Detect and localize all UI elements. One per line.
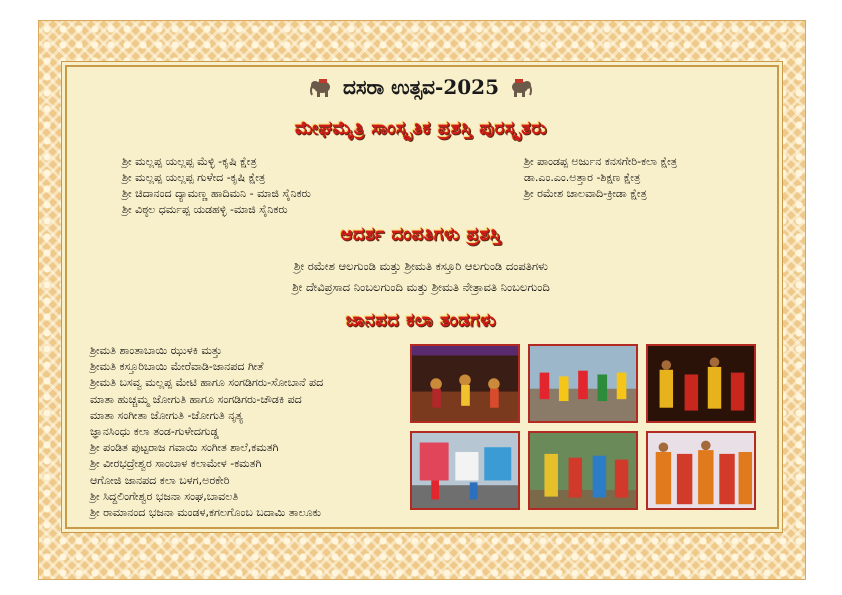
list-item: ಆಗೋಜಿ ಜಾನಪದ ಕಲಾ ಬಳಗ,ಅರಕೇರಿ bbox=[90, 473, 230, 487]
performance-photo bbox=[410, 344, 520, 423]
performance-photo bbox=[410, 431, 520, 510]
list-item: ಶ್ರೀ ರಮೇಶ ಚಾಲವಾದಿ-ಕ್ರೀಡಾ ಕ್ಷೇತ್ರ bbox=[524, 187, 647, 200]
awardees-right-list bbox=[524, 154, 677, 202]
title-row bbox=[0, 72, 842, 102]
couples-list bbox=[0, 256, 842, 298]
list-item: ಶ್ರೀಮತಿ ಬಸವ್ವ ಮಲ್ಲಪ್ಪ ಮೇಟಿ ಹಾಗೂ ಸಂಗಡಿಗರು-ಸೋಬಾನೆ ಪದ bbox=[90, 376, 324, 390]
performance-photo bbox=[528, 431, 638, 510]
list-item: ಶ್ರೀ ಪಾಂಡಪ್ಪ ಅರ್ಜುನ ಕನಸಗೇರಿ-ಕಲಾ ಕ್ಷೇತ್ರ bbox=[524, 155, 678, 168]
list-item: ಶ್ರೀ ಸಿದ್ದಲಿಂಗೇಶ್ವರ ಭಜನಾ ಸಂಘ,ಬಾವಲತಿ bbox=[90, 489, 239, 503]
list-item: ಶ್ರೀ ಪಂಡಿತ ಪುಟ್ಟರಾಜ ಗವಾಯಿ ಸಂಗೀತ ಶಾಲೆ,ಕಮತಗಿ bbox=[90, 441, 279, 455]
couples-heading: ಆದರ್ಶ ದಂಪತಿಗಳು ಪ್ರಶಸ್ತಿ bbox=[340, 224, 502, 245]
performance-photo bbox=[646, 431, 756, 510]
list-item: ಮಾತಾ ಹುಚ್ಚಮ್ಮ ಜೋಗುತಿ ಹಾಗೂ ಸಂಗಡಿಗರು-ಚೌಡಕಿ ಪದ bbox=[90, 392, 302, 406]
list-item: ಶ್ರೀ ದೇವಿಪ್ರಸಾದ ನಿಂಬಲಗುಂದಿ ಮತ್ತು ಶ್ರೀಮತಿ ನೇತ್ರಾವತಿ ನಿಂಬಲಗುಂದಿ bbox=[292, 280, 550, 294]
elephant-icon bbox=[309, 76, 333, 98]
list-item: ಶ್ರೀ ಮಲ್ಲಪ್ಪ ಯಲ್ಲಪ್ಪ ಮೆಳ್ಳಿ -ಕೃಷಿ ಕ್ಷೇತ್ರ bbox=[122, 155, 257, 168]
elephant-icon bbox=[509, 76, 533, 98]
list-item: ಶ್ರೀ ರಮೇಶ ಆಲಗುಂಡಿ ಮತ್ತು ಶ್ರೀಮತಿ ಕಸ್ತೂರಿ ಆಲಗುಂಡಿ ದಂಪತಿಗಳು bbox=[294, 259, 548, 273]
folk-groups-heading: ಜಾನಪದ ಕಲಾ ತಂಡಗಳು bbox=[345, 310, 497, 331]
list-item: ಶ್ರೀ ಚಿದಾನಂದ ದ್ಯಾಮಣ್ಣ ಹಾದಿಮನಿ - ಮಾಜಿ ಸೈನಿಕರು bbox=[122, 187, 311, 200]
performance-photo bbox=[528, 344, 638, 423]
list-item: ಜ್ಞಾನಸಿಂಧು ಕಲಾ ತಂಡ-ಗುಳೇದಗುಡ್ಡ bbox=[90, 425, 219, 439]
list-item: ಶ್ರೀ ವಿಠ್ಠಲ ಧರ್ಮಪ್ಪ ಯಡಹಳ್ಳಿ -ಮಾಜಿ ಸೈನಿಕರು bbox=[122, 203, 288, 216]
list-item: ಮಾತಾ ಸಂಗೀತಾ ಜೋಗುತಿ -ಜೋಗುತಿ ನೃತ್ಯ bbox=[90, 408, 243, 422]
awards-heading: ಮೇಘಮೈತ್ರಿ ಸಾಂಸ್ಕೃತಿಕ ಪ್ರಶಸ್ತಿ ಪುರಸ್ಕೃತರು bbox=[294, 118, 548, 139]
list-item: ಶ್ರೀಮತಿ ಕಸ್ತೂರಿಬಾಯಿ ಮೇರೆವಾಡಿ-ಜಾನಪದ ಗೀತೆ bbox=[90, 360, 264, 374]
list-item: ಶ್ರೀಮತಿ ಶಾಂತಾಬಾಯಿ ಝುಳಕಿ ಮತ್ತು bbox=[90, 344, 223, 357]
list-item: ಡಾ.ಎಂ.ಎಂ.ಅತ್ತಾರ -ಶಿಕ್ಷಣ ಕ್ಷೇತ್ರ bbox=[524, 171, 641, 184]
list-item: ಶ್ರೀ ವೀರಭದ್ರೇಶ್ವರ ಸಾಂಬಾಳ ಕಲಾಮೇಳ -ಕಮತಗಿ bbox=[90, 457, 262, 471]
event-title: ದಸರಾ ಉತ್ಸವ-2025 bbox=[343, 75, 499, 99]
performance-photo bbox=[646, 344, 756, 423]
list-item: ಶ್ರೀ ರಾಮಾನಂದ ಭಜನಾ ಮಂಡಳ,ಕಗಲಗೊಂಬ ಬದಾಮಿ ತಾಲೂಕು bbox=[90, 506, 322, 520]
performance-photo-grid bbox=[410, 344, 756, 512]
awardees-left-list bbox=[122, 154, 311, 218]
list-item: ಶ್ರೀ ಮಲ್ಲಪ್ಪ ಯಲ್ಲಪ್ಪ ಗುಳೇದ -ಕೃಷಿ ಕ್ಷೇತ್ರ bbox=[122, 171, 266, 184]
folk-groups-list bbox=[90, 343, 323, 521]
